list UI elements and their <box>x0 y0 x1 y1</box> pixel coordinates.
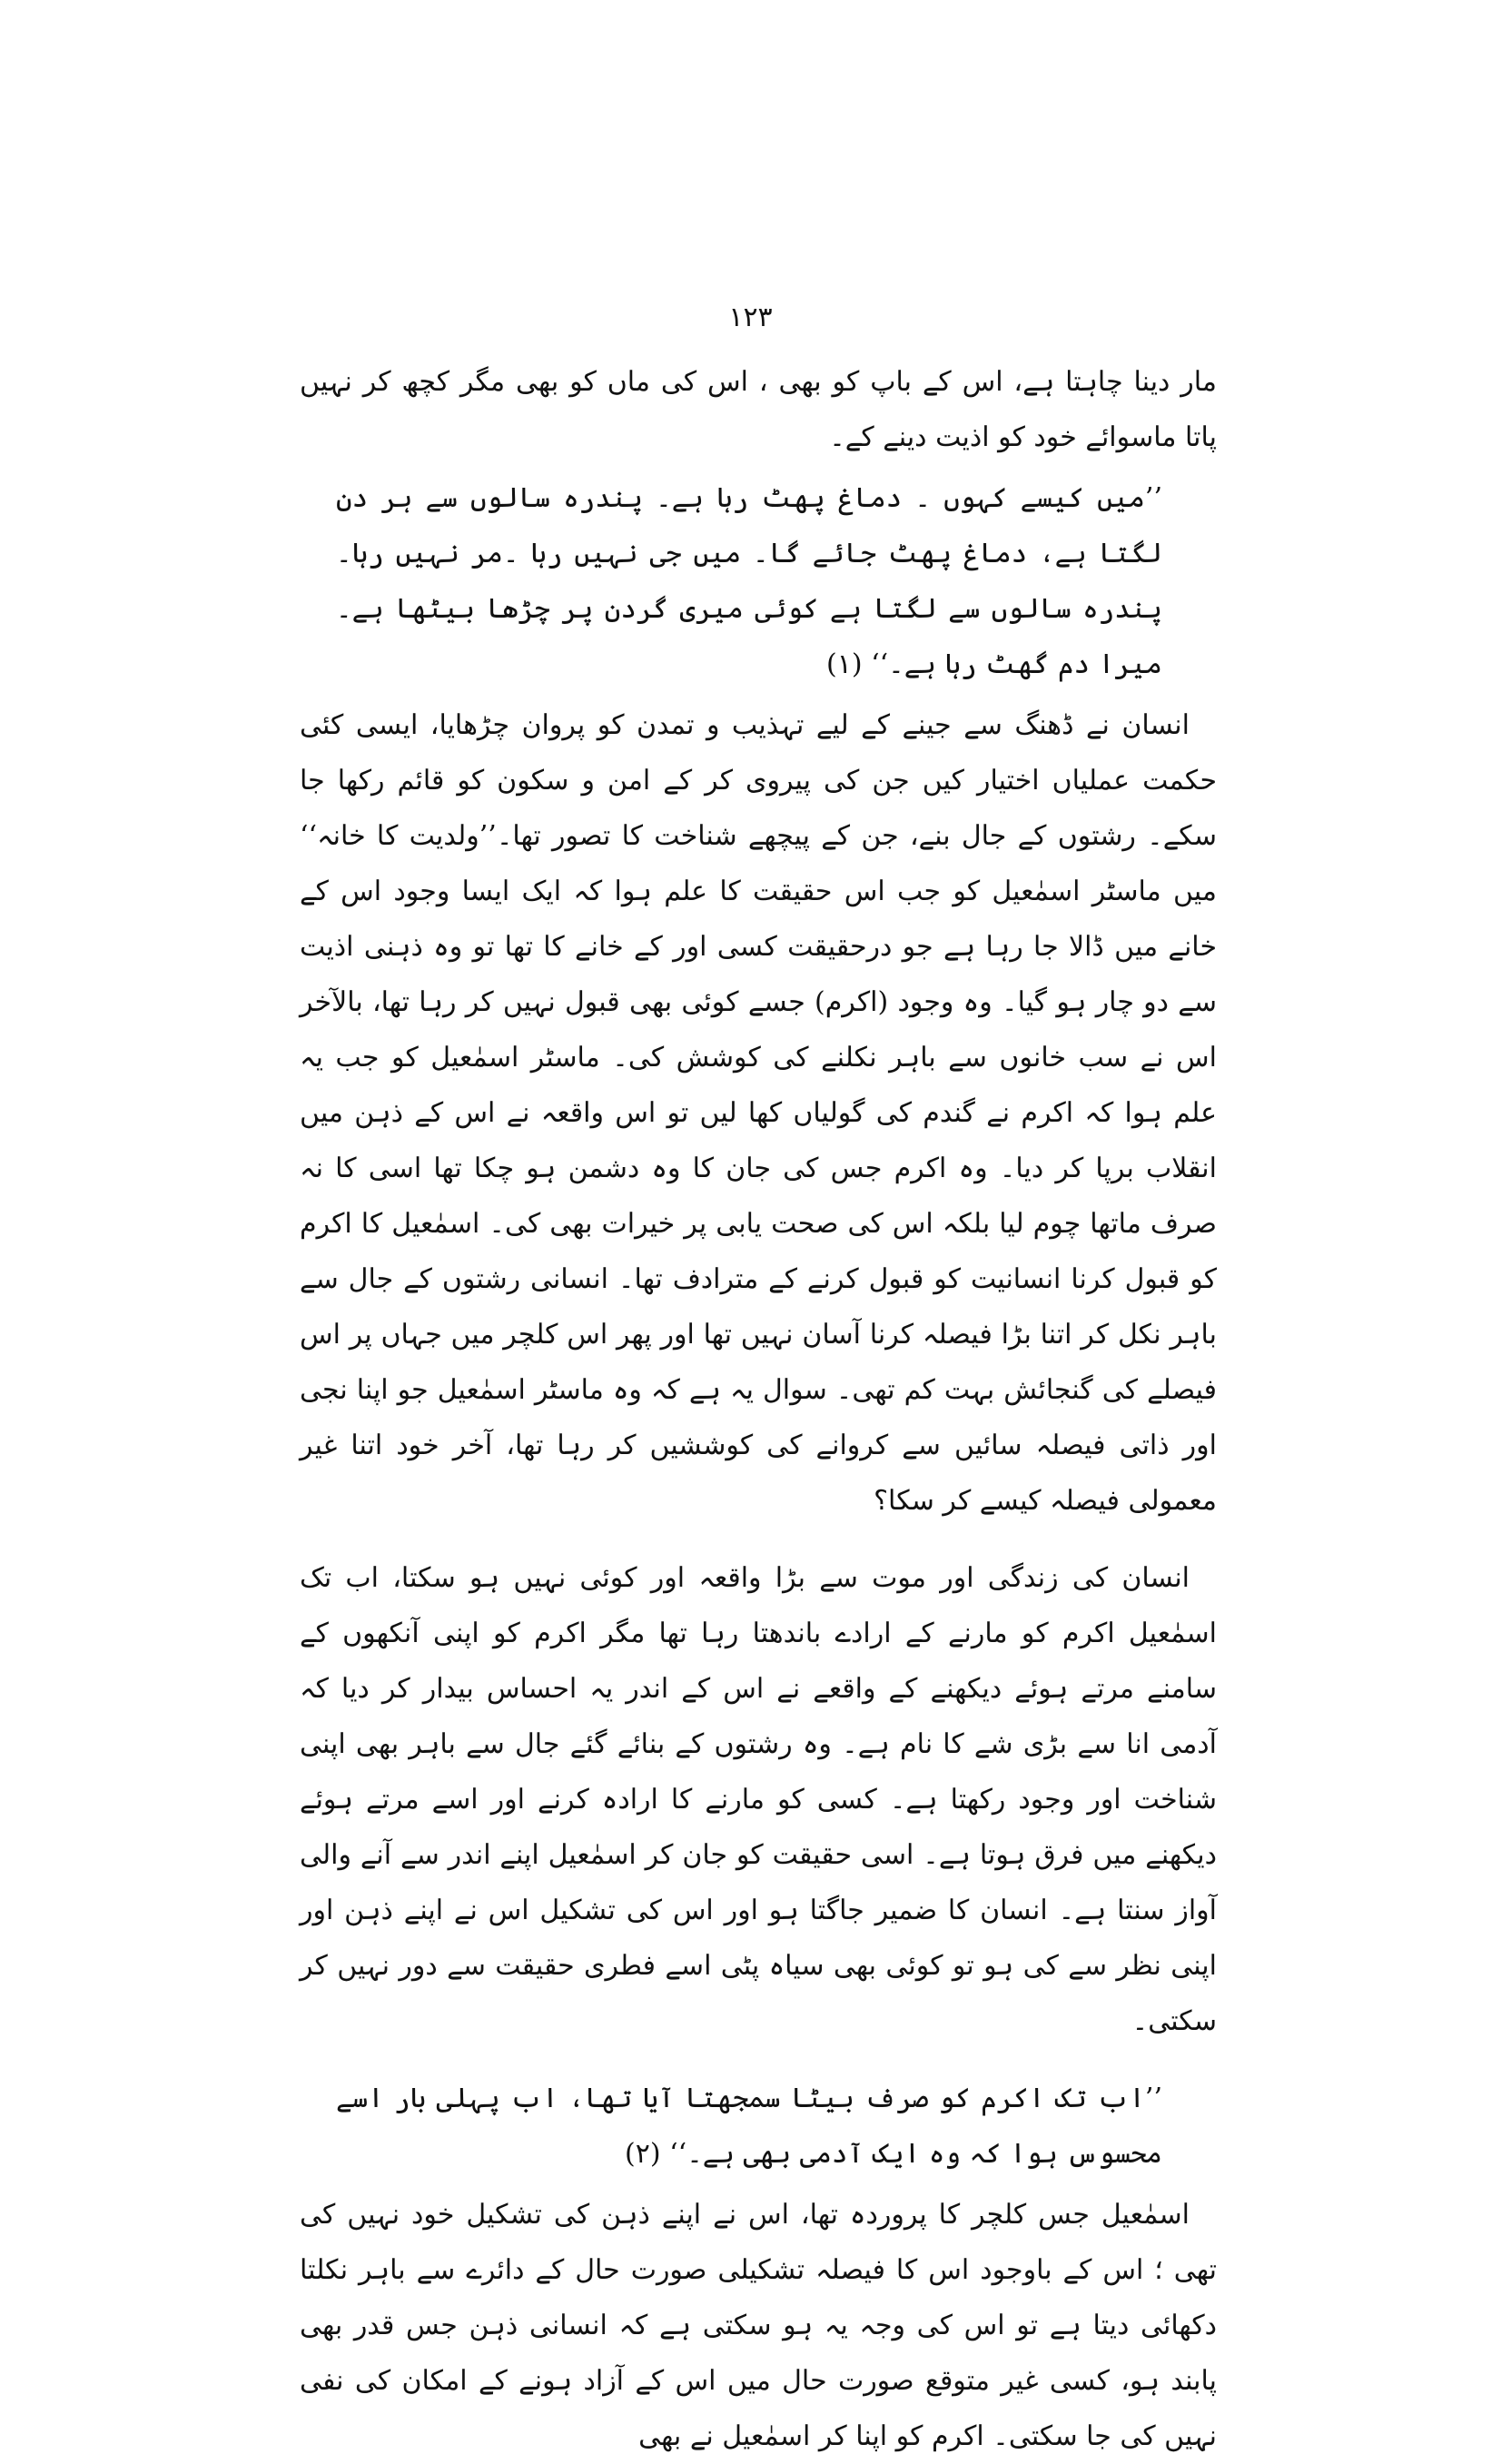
spacer <box>300 1529 1217 1550</box>
body-text <box>300 354 1217 2464</box>
paragraph-2: انسان کی زندگی اور موت سے بڑا واقعہ اور کوئی نہیں ہو سکتا، اب تک اسمٰعیل اکرم کو مارنے کے ارادے باندھتا رہا تھا مگر اکرم کو اپنی آنکھوں کے سامنے مرتے ہوئے دیکھنے کے واقعے نے اس کے اندر یہ احساس بیدار کر دیا کہ آدمی انا سے بڑی شے کا نام ہے۔ وہ رشتوں کے بنائے گئے جال سے باہر بھی اپنی شناخت اور وجود رکھتا ہے۔ کسی کو مارنے کا ارادہ کرنے اور اسے مرتے ہوئے دیکھنے میں فرق ہوتا ہے۔ اسی حقیقت کو جان کر اسمٰعیل اپنے اندر سے آنے والی آواز سنتا ہے۔ انسان کا ضمیر جاگتا ہو اور اس کی تشکیل اس نے اپنے ذہن اور اپنی نظر سے کی ہو تو کوئی بھی سیاہ پٹی اسے فطری حقیقت سے دور نہیں کر سکتی۔ <box>300 1562 1217 2037</box>
spacer <box>300 2049 1217 2071</box>
paragraph-3: اسمٰعیل جس کلچر کا پروردہ تھا، اس نے اپنے ذہن کی تشکیل خود نہیں کی تھی ؛ اس کے باوجود اس کا فیصلہ تشکیلی صورت حال کے دائرے سے باہر نکلتا دکھائی دیتا ہے تو اس کی وجہ یہ ہو سکتی ہے کہ انسانی ذہن جس قدر بھی پابند ہو، کسی غیر متوقع صورت حال میں اس کے آزاد ہونے کے امکان کی نفی نہیں کی جا سکتی۔ اکرم کو اپنا کر اسمٰعیل نے بھی <box>300 2199 1217 2452</box>
continued-line: مار دینا چاہتا ہے، اس کے باپ کو بھی ، اس کی ماں کو بھی مگر کچھ کر نہیں پاتا ماسوائے خود کو اذیت دینے کے۔ <box>300 366 1217 453</box>
paragraph-1: انسان نے ڈھنگ سے جینے کے لیے تہذیب و تمدن کو پروان چڑھایا، ایسی کئی حکمت عملیاں اختیار کیں جن کی پیروی کر کے امن و سکون کو قائم رکھا جا سکے۔ رشتوں کے جال بنے، جن کے پیچھے شناخت کا تصور تھا۔’’ولدیت کا خانہ‘‘ میں ماسٹر اسمٰعیل کو جب اس حقیقت کا علم ہوا کہ ایک ایسا وجود اس کے خانے میں ڈالا جا رہا ہے جو درحقیقت کسی اور کے خانے کا تھا تو وہ ذہنی اذیت سے دو چار ہو گیا۔ وہ وجود (اکرم) جسے کوئی بھی قبول نہیں کر رہا تھا، بالآخر اس نے سب خانوں سے باہر نکلنے کی کوشش کی۔ ماسٹر اسمٰعیل کو جب یہ علم ہوا کہ اکرم نے گندم کی گولیاں کھا لیں تو اس واقعہ نے اس کے ذہن میں انقلاب برپا کر دیا۔ وہ اکرم جس کی جان کا وہ دشمن ہو چکا تھا اسی کا نہ صرف ماتھا چوم لیا بلکہ اس کی صحت یابی پر خیرات بھی کی۔ اسمٰعیل کا اکرم کو قبول کرنا انسانیت کو قبول کرنے کے مترادف تھا۔ انسانی رشتوں کے جال سے باہر نکل کر اتنا بڑا فیصلہ کرنا آسان نہیں تھا اور پھر اس کلچر میں جہاں پر اس فیصلے کی گنجائش بہت کم تھی۔ سوال یہ ہے کہ وہ ماسٹر اسمٰعیل جو اپنا نجی اور ذاتی فیصلہ سائیں سے کروانے کی کوششیں کر رہا تھا، آخر خود اتنا غیر معمولی فیصلہ کیسے کر سکا؟ <box>300 709 1217 1517</box>
block-quote-2: ’’اب تک اکرم کو صرف بیٹا سمجھتا آیا تھا، اب پہلی بار اسے محسوس ہوا کہ وہ ایک آدمی بھی ہے۔‘‘ (۲) <box>336 2083 1162 2170</box>
block-quote-1: ’’میں کیسے کہوں ۔ دماغ پھٹ رہا ہے۔ پندرہ سالوں سے ہر دن لگتا ہے، دماغ پھٹ جائے گا۔ میں جی نہیں رہا ۔مر نہیں رہا۔ پندرہ سالوں سے لگتا ہے کوئی میری گردن پر چڑھا بیٹھا ہے۔ میرا دم گھٹ رہا ہے۔‘‘ (۱) <box>336 482 1162 680</box>
page-number: ۱۲۳ <box>728 302 773 333</box>
